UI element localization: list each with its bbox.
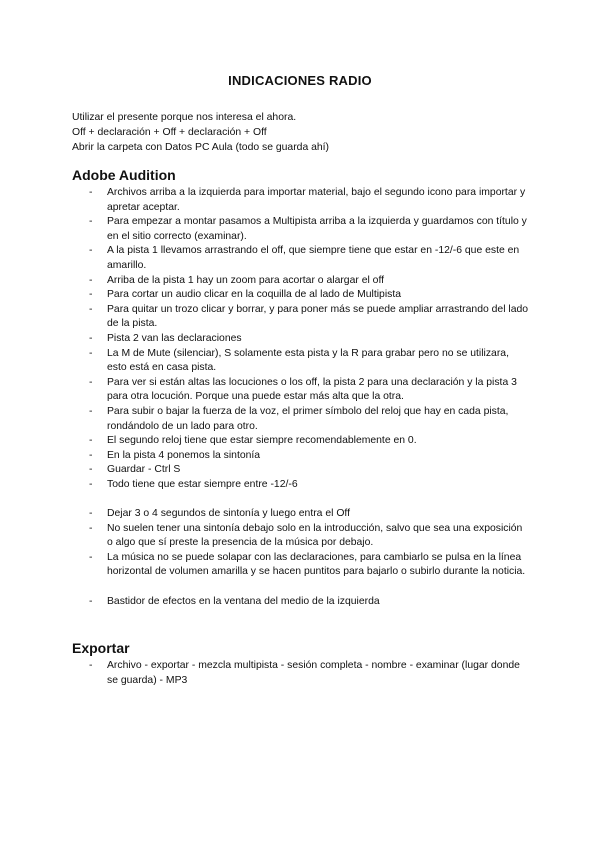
bullet-dash: - — [89, 332, 93, 344]
list-item-text: Dejar 3 o 4 segundos de sintonía y luego entra el Off — [107, 508, 350, 520]
bullet-dash: - — [89, 216, 93, 228]
list-item — [72, 449, 530, 464]
list-item — [72, 376, 530, 405]
list-item — [72, 434, 530, 449]
section-heading-adobe-audition: Adobe Audition — [72, 167, 176, 183]
list-item-text: La M de Mute (silenciar), S solamente esta pista y la R para grabar pero no se utilizara, esto está en casa pista. — [107, 347, 509, 374]
intro-block — [72, 110, 542, 155]
bullet-dash: - — [89, 347, 93, 359]
document-title: INDICACIONES RADIO — [228, 73, 372, 88]
list-item-text: Guardar - Ctrl S — [107, 464, 181, 476]
bullet-dash: - — [89, 303, 93, 315]
list-spacer — [72, 580, 530, 595]
list-spacer — [72, 492, 530, 507]
list-item-text: Para quitar un trozo clicar y borrar, y para poner más se puede ampliar arrastrando del lado de la pista. — [107, 303, 529, 330]
bullet-dash: - — [89, 187, 93, 198]
bullet-dash: - — [89, 508, 93, 520]
bullet-dash: - — [89, 274, 93, 286]
list-item-text: Bastidor de efectos en la ventana del medio de la izquierda — [107, 595, 380, 607]
list-item-text: Pista 2 van las declaraciones — [107, 332, 242, 344]
bullet-dash: - — [89, 660, 93, 671]
list-item — [72, 244, 530, 273]
list-item — [72, 551, 530, 580]
list-item-text: Para cortar un audio clicar en la coquilla de al lado de Multipista — [107, 289, 401, 301]
list-item — [72, 274, 530, 289]
list-item-text: En la pista 4 ponemos la sintonía — [107, 449, 261, 461]
list-item-text: El segundo reloj tiene que estar siempre recomendablemente en 0. — [107, 435, 417, 447]
bullet-dash: - — [89, 245, 93, 257]
bullet-dash: - — [89, 376, 93, 388]
list-item — [72, 288, 530, 303]
list-item — [72, 347, 530, 376]
list-item-text: Archivos arriba a la izquierda para importar material, bajo el segundo icono para importar y apretar aceptar. — [107, 187, 526, 213]
list-item — [72, 405, 530, 434]
bullet-dash: - — [89, 405, 93, 417]
bullet-dash: - — [89, 522, 93, 534]
section-heading-exportar: Exportar — [72, 640, 130, 656]
intro-line: Utilizar el presente porque nos interesa el ahora. — [72, 112, 297, 123]
list-item — [72, 507, 530, 522]
list-item-text: La música no se puede solapar con las declaraciones, para cambiarlo se pulsa en la línea horizontal de volumen amarilla y se hacen puntitos para bajarlo o subirlo durante la noticia. — [107, 551, 526, 578]
bullet-dash: - — [89, 464, 93, 476]
list-item — [72, 332, 530, 347]
list-item-text: Archivo - exportar - mezcla multipista - sesión completa - nombre - examinar (lugar donde se guarda) - MP3 — [107, 660, 520, 686]
bullet-dash: - — [89, 435, 93, 447]
list-item — [72, 478, 530, 493]
list-item — [72, 186, 530, 215]
list-item-text: Arriba de la pista 1 hay un zoom para acortar o alargar el off — [107, 274, 385, 286]
list-item — [72, 522, 530, 551]
adobe-audition-list — [72, 186, 530, 609]
intro-line: Abrir la carpeta con Datos PC Aula (todo se guarda ahí) — [72, 142, 330, 153]
list-item — [72, 463, 530, 478]
list-item-text: A la pista 1 llevamos arrastrando el off, que siempre tiene que estar en -12/-6 que este en amarillo. — [107, 245, 520, 271]
bullet-dash: - — [89, 595, 93, 607]
bullet-dash: - — [89, 289, 93, 301]
bullet-dash: - — [89, 449, 93, 461]
list-item-text: Todo tiene que estar siempre entre -12/-6 — [107, 478, 298, 490]
list-item — [72, 595, 530, 610]
list-item-text: Para empezar a montar pasamos a Multipista arriba a la izquierda y guardamos con título y en el sitio correcto (examinar). — [107, 216, 527, 242]
bullet-dash: - — [89, 551, 93, 563]
list-item-text: Para subir o bajar la fuerza de la voz, el primer símbolo del reloj que hay en cada pista, rondándolo de un lado para otro. — [107, 405, 509, 432]
list-item — [72, 659, 530, 688]
bullet-dash: - — [89, 478, 93, 490]
list-item-text: Para ver si están altas las locuciones o los off, la pista 2 para una declaración y la pista 3 para otra locución. Porque una puede estar más alta que la otra. — [107, 376, 517, 403]
intro-line: Off + declaración + Off + declaración + Off — [72, 127, 267, 138]
list-item — [72, 303, 530, 332]
list-item-text: No suelen tener una sintonía debajo solo en la introducción, salvo que sea una exposición o algo que sí preste la presencia de la música por debajo. — [107, 522, 523, 549]
list-item — [72, 215, 530, 244]
exportar-list — [72, 659, 530, 688]
